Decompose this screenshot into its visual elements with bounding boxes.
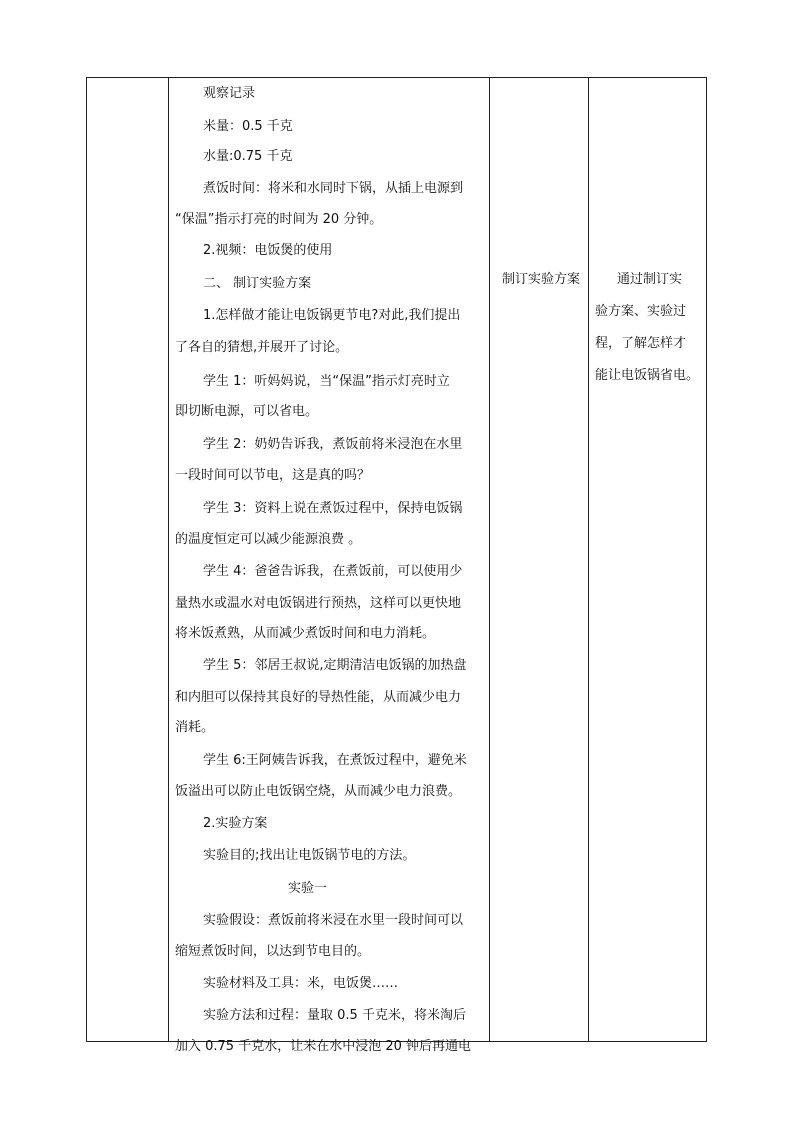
paragraph-line: 即切断电源，可以省电。 bbox=[175, 404, 319, 419]
paragraph-line: 观察记录 bbox=[203, 86, 256, 101]
paragraph-line: 一段时间可以节电，这是真的吗？ bbox=[175, 468, 371, 483]
paragraph-line: 实验假设：煮饭前将米浸在水里一段时间可以 bbox=[203, 913, 464, 928]
purpose-line: 能让电饭锅省电。 bbox=[595, 368, 700, 383]
paragraph-line: 消耗。 bbox=[175, 720, 215, 735]
paragraph-line: 学生 1：听妈妈说，当“保温”指示灯亮时立 bbox=[203, 374, 450, 389]
paragraph-line: 米量：0.5 千克 bbox=[203, 119, 293, 134]
purpose-line: 程，了解怎样才 bbox=[595, 336, 687, 351]
column-divider-2 bbox=[489, 78, 490, 1041]
purpose-line: 验方案、实验过 bbox=[595, 304, 687, 319]
paragraph-line: 缩短煮饭时间，以达到节电目的。 bbox=[175, 944, 371, 959]
paragraph-line: 实验目的;找出让电饭锅节电的方法。 bbox=[203, 848, 416, 863]
paragraph-line: 2.视频：电饭煲的使用 bbox=[203, 243, 333, 258]
paragraph-line: 水量:0.75 千克 bbox=[203, 149, 293, 164]
paragraph-line: 加入 0.75 千克水，让米在水中浸泡 20 钟后再通电 bbox=[175, 1039, 472, 1054]
paragraph-line: 的温度恒定可以减少能源浪费 。 bbox=[175, 532, 362, 547]
paragraph-line: 学生 3：资料上说在煮饭过程中，保持电饭锅 bbox=[203, 501, 463, 516]
paragraph-line: 饭溢出可以防止电饭锅空烧，从而减少电力浪费。 bbox=[175, 784, 462, 799]
paragraph-line: 实验材料及工具：米，电饭煲…… bbox=[203, 976, 399, 991]
paragraph-line: 二、 制订实验方案 bbox=[203, 276, 312, 291]
paragraph-line: 了各自的猜想,并展开了讨论。 bbox=[175, 340, 349, 355]
paragraph-line: 量热水或温水对电饭锅进行预热，这样可以更快地 bbox=[175, 596, 462, 611]
column-divider-1 bbox=[168, 78, 169, 1041]
paragraph-line: “保温”指示打亮的时间为 20 分钟。 bbox=[175, 212, 383, 227]
paragraph-line: 2.实验方案 bbox=[203, 816, 268, 831]
paragraph-line: 学生 5：邻居王叔说,定期清洁电饭锅的加热盘 bbox=[203, 658, 467, 673]
lesson-table bbox=[86, 77, 707, 1054]
paragraph-line: 实验方法和过程：量取 0.5 千克米，将米淘后 bbox=[203, 1008, 466, 1023]
paragraph-line: 学生 6:王阿姨告诉我，在煮饭过程中，避免米 bbox=[203, 753, 467, 768]
paragraph-line: 实验一 bbox=[288, 881, 328, 896]
paragraph-line: 学生 4：爸爸告诉我，在煮饭前，可以使用少 bbox=[203, 564, 463, 579]
paragraph-line: 和内胆可以保持其良好的导热性能，从而减少电力 bbox=[175, 690, 462, 705]
paragraph-line: 煮饭时间：将米和水同时下锅，从插上电源到 bbox=[203, 181, 464, 196]
paragraph-line: 学生 2：奶奶告诉我，煮饭前将米浸泡在水里 bbox=[203, 437, 463, 452]
purpose-line: 通过制订实 bbox=[617, 272, 683, 287]
design-intent-cell: 制订实验方案 bbox=[501, 272, 580, 287]
column-divider-3 bbox=[588, 78, 589, 1041]
paragraph-line: 1.怎样做才能让电饭锅更节电?对此,我们提出 bbox=[203, 308, 461, 323]
paragraph-line: 将米饭煮熟，从而减少煮饭时间和电力消耗。 bbox=[175, 626, 436, 641]
